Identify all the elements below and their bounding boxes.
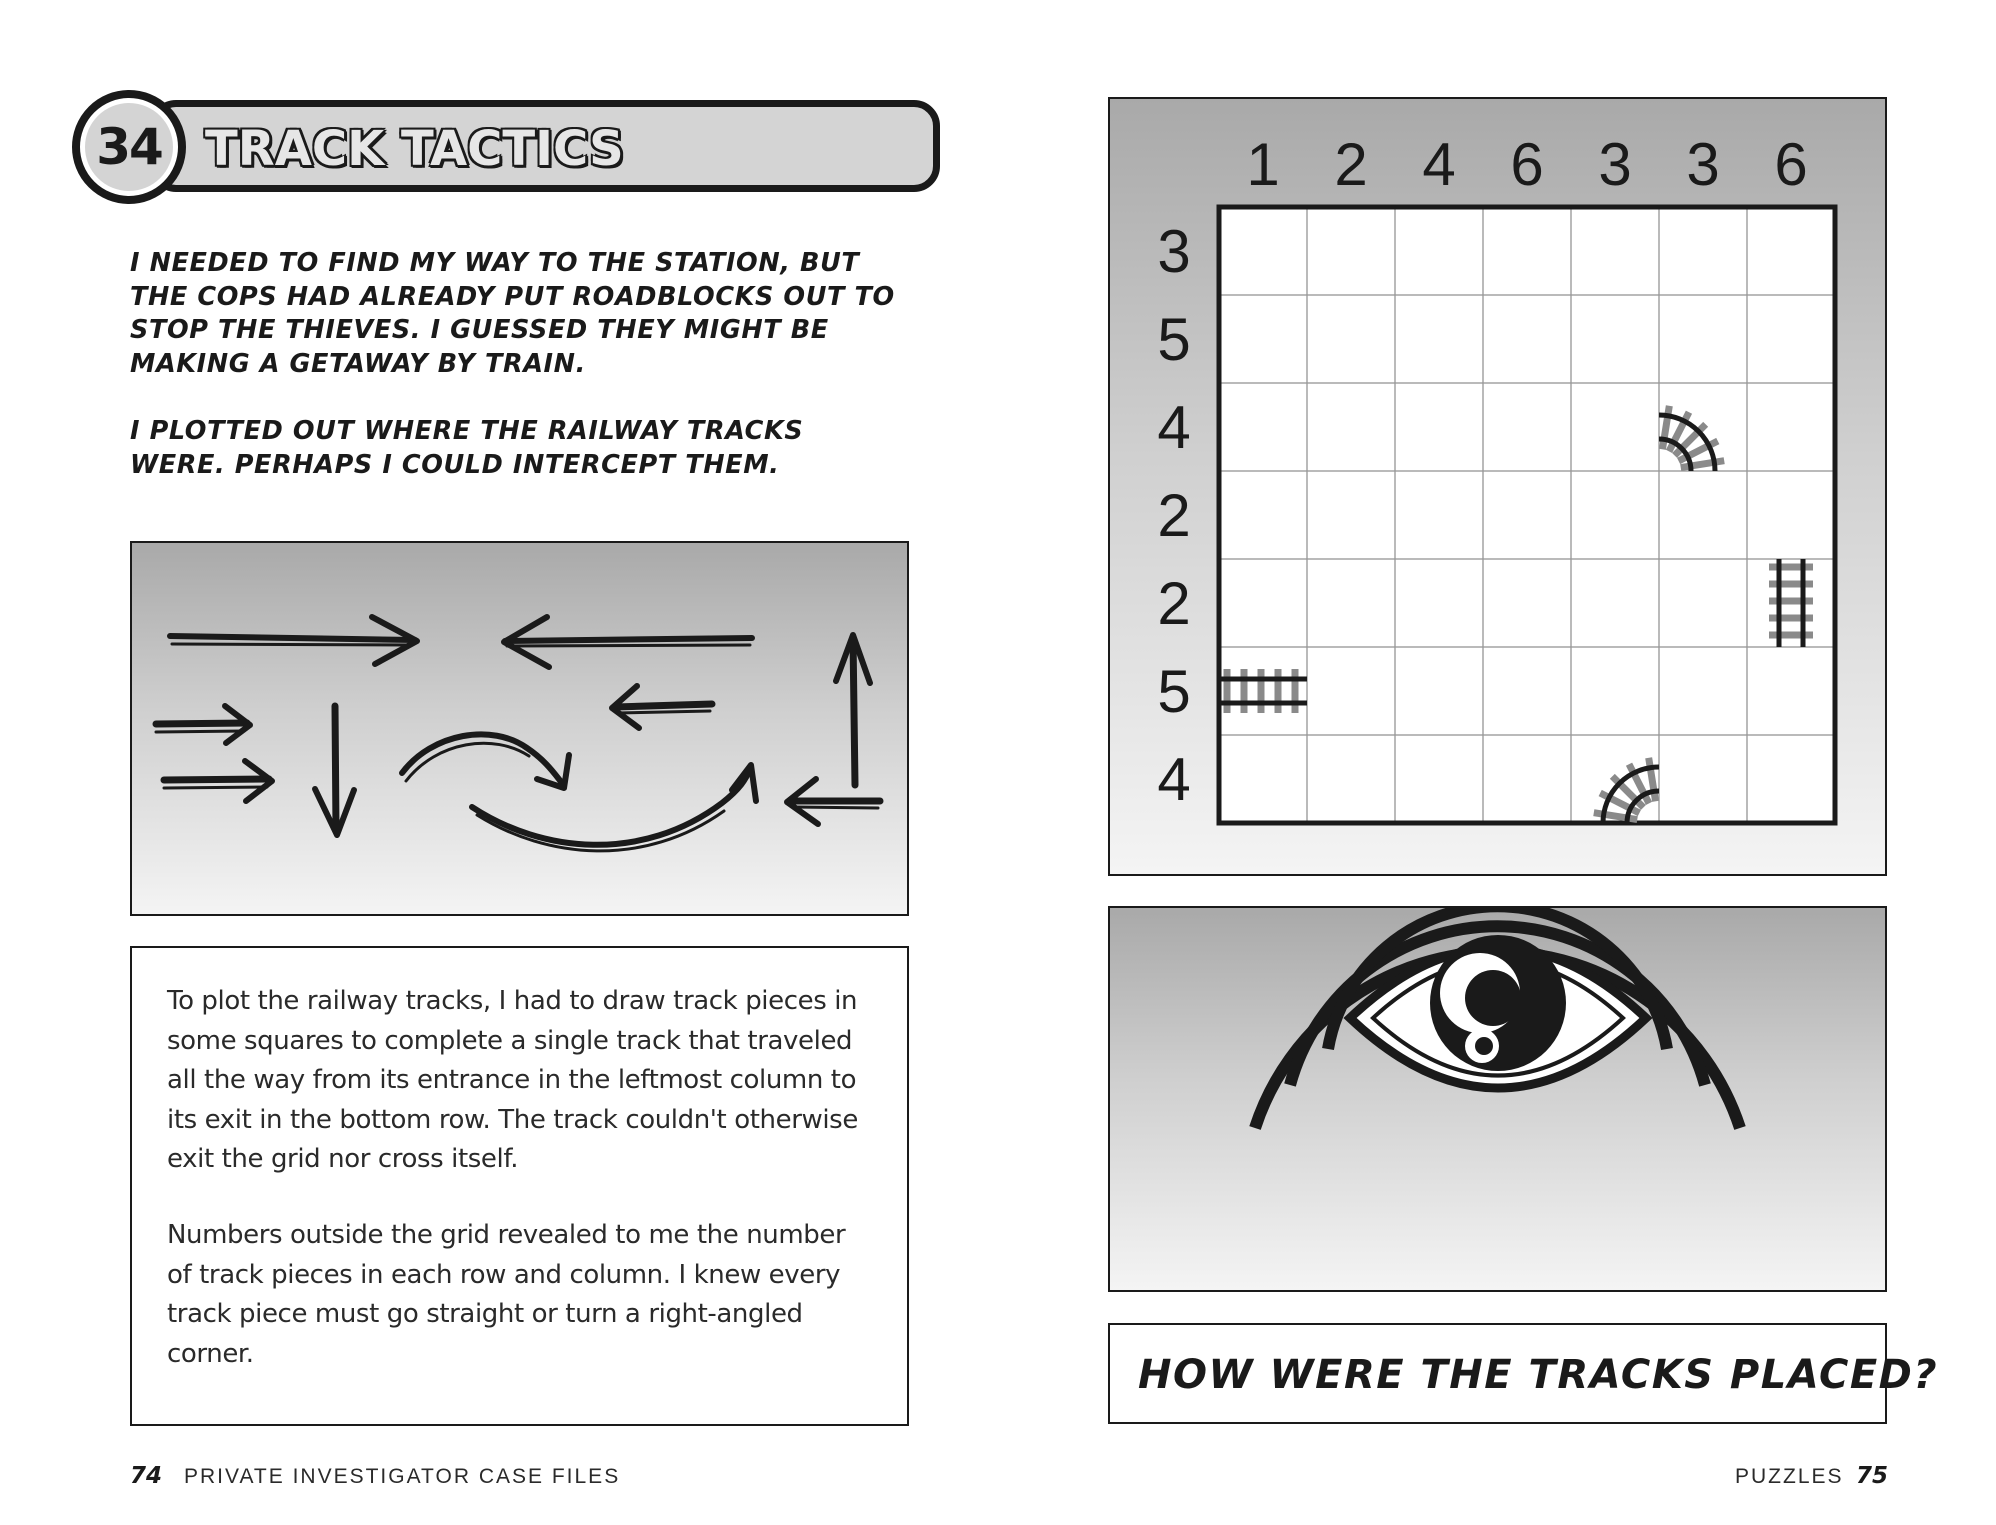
sketched-arrows-icon (132, 543, 906, 913)
row-clue: 4 (1157, 746, 1191, 813)
watching-eye-icon (1110, 908, 1884, 1289)
row-clue: 2 (1157, 482, 1191, 549)
puzzle-title: TRACK TACTICS (205, 121, 624, 177)
rules-paragraph-2: Numbers outside the grid revealed to me the number of track pieces in each row and column. I knew every track piece must go straight or turn a right-angled corner. (167, 1220, 846, 1369)
left-page-number: 74 (130, 1463, 163, 1489)
puzzle-number-badge (72, 90, 186, 204)
puzzle-number: 34 (85, 103, 173, 191)
right-footer-title: PUZZLES (1735, 1465, 1844, 1488)
arrows-illustration-panel (130, 541, 909, 916)
column-clue: 6 (1510, 131, 1544, 198)
question-text: HOW WERE THE TRACKS PLACED? (1138, 1352, 1939, 1398)
row-clue: 4 (1157, 394, 1191, 461)
row-clue: 5 (1157, 658, 1191, 725)
right-page-number: 75 (1856, 1463, 1889, 1489)
grid-board (1219, 207, 1835, 823)
puzzle-grid (1110, 99, 1884, 873)
row-clue: 2 (1157, 570, 1191, 637)
column-clue: 6 (1774, 131, 1808, 198)
left-footer-title: PRIVATE INVESTIGATOR CASE FILES (184, 1465, 621, 1488)
row-clue: 5 (1157, 306, 1191, 373)
eye-illustration-panel (1108, 906, 1887, 1292)
column-clue: 4 (1422, 131, 1456, 198)
puzzle-grid-panel (1108, 97, 1887, 876)
rules-paragraph-1: To plot the railway tracks, I had to draw track pieces in some squares to complete a single track that traveled all the way from its entrance in the leftmost column to its exit in the bottom row. The track couldn't otherwise exit the grid nor cross itself. (167, 986, 858, 1174)
column-clue: 2 (1334, 131, 1368, 198)
column-clue: 3 (1598, 131, 1632, 198)
question-box (1108, 1323, 1939, 1424)
column-clue: 1 (1246, 131, 1280, 198)
row-clue: 3 (1157, 218, 1191, 285)
intro-paragraph-1: I NEEDED TO FIND MY WAY TO THE STATION, BUT THE COPS HAD ALREADY PUT ROADBLOCKS OUT TO STOP THE THIEVES. I GUESSED THEY MIGHT BE MAKING A GETAWAY BY TRAIN. (130, 248, 895, 379)
intro-paragraph-2: I PLOTTED OUT WHERE THE RAILWAY TRACKS WERE. PERHAPS I COULD INTERCEPT THEM. (130, 416, 804, 480)
rules-box (130, 946, 909, 1426)
column-clue: 3 (1686, 131, 1720, 198)
